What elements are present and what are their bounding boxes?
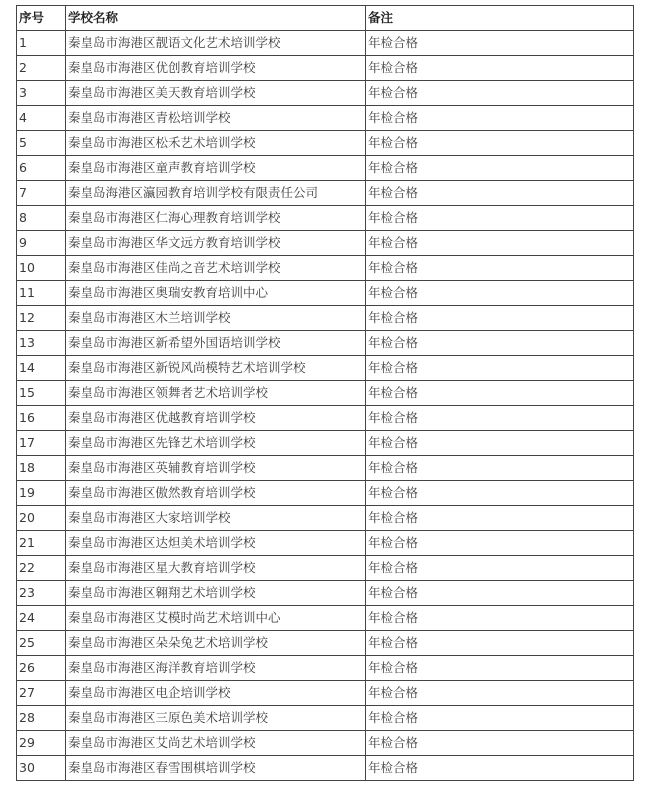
- remarks-cell: 年检合格: [366, 331, 634, 356]
- serial-number-cell: 1: [17, 31, 66, 56]
- school-name-cell: 秦皇岛市海港区翱翔艺术培训学校: [66, 581, 366, 606]
- serial-number-cell: 16: [17, 406, 66, 431]
- table-row: [17, 456, 634, 481]
- remarks-cell: 年检合格: [366, 406, 634, 431]
- school-name-cell: 秦皇岛市海港区美天教育培训学校: [66, 81, 366, 106]
- remarks-cell: 年检合格: [366, 181, 634, 206]
- school-name-cell: 秦皇岛市海港区新希望外国语培训学校: [66, 331, 366, 356]
- serial-number-cell: 13: [17, 331, 66, 356]
- table-row: [17, 331, 634, 356]
- table-row: [17, 756, 634, 781]
- serial-number-cell: 6: [17, 156, 66, 181]
- header-row: [17, 6, 634, 31]
- remarks-cell: 年检合格: [366, 381, 634, 406]
- remarks-cell: 年检合格: [366, 731, 634, 756]
- table-row: [17, 56, 634, 81]
- table-row: [17, 656, 634, 681]
- school-name-cell: 秦皇岛市海港区靓语文化艺术培训学校: [66, 31, 366, 56]
- remarks-cell: 年检合格: [366, 281, 634, 306]
- remarks-cell: 年检合格: [366, 756, 634, 781]
- remarks-cell: 年检合格: [366, 531, 634, 556]
- serial-number-cell: 19: [17, 481, 66, 506]
- serial-number-cell: 25: [17, 631, 66, 656]
- school-name-cell: 秦皇岛市海港区松禾艺术培训学校: [66, 131, 366, 156]
- table-header: [17, 6, 634, 31]
- school-name-cell: 秦皇岛市海港区童声教育培训学校: [66, 156, 366, 181]
- remarks-cell: 年检合格: [366, 31, 634, 56]
- table-row: [17, 256, 634, 281]
- school-name-cell: 秦皇岛市海港区新锐风尚模特艺术培训学校: [66, 356, 366, 381]
- school-name-cell: 秦皇岛市海港区青松培训学校: [66, 106, 366, 131]
- school-name-cell: 秦皇岛市海港区朵朵兔艺术培训学校: [66, 631, 366, 656]
- school-name-cell: 秦皇岛市海港区艾尚艺术培训学校: [66, 731, 366, 756]
- remarks-cell: 年检合格: [366, 606, 634, 631]
- serial-number-cell: 11: [17, 281, 66, 306]
- table-row: [17, 556, 634, 581]
- school-name-cell: 秦皇岛市海港区傲然教育培训学校: [66, 481, 366, 506]
- school-name-cell: 秦皇岛市海港区三原色美术培训学校: [66, 706, 366, 731]
- table-row: [17, 131, 634, 156]
- table-row: [17, 406, 634, 431]
- table-row: [17, 356, 634, 381]
- school-name-cell: 秦皇岛市海港区艾模时尚艺术培训中心: [66, 606, 366, 631]
- remarks-cell: 年检合格: [366, 206, 634, 231]
- remarks-cell: 年检合格: [366, 231, 634, 256]
- serial-number-cell: 14: [17, 356, 66, 381]
- remarks-cell: 年检合格: [366, 556, 634, 581]
- header-serial-number: 序号: [17, 6, 66, 31]
- table-row: [17, 106, 634, 131]
- serial-number-cell: 22: [17, 556, 66, 581]
- remarks-cell: 年检合格: [366, 706, 634, 731]
- table-row: [17, 81, 634, 106]
- remarks-cell: 年检合格: [366, 631, 634, 656]
- remarks-cell: 年检合格: [366, 506, 634, 531]
- table-row: [17, 481, 634, 506]
- serial-number-cell: 18: [17, 456, 66, 481]
- remarks-cell: 年检合格: [366, 581, 634, 606]
- school-name-cell: 秦皇岛市海港区奥瑞安教育培训中心: [66, 281, 366, 306]
- serial-number-cell: 28: [17, 706, 66, 731]
- remarks-cell: 年检合格: [366, 81, 634, 106]
- school-name-cell: 秦皇岛市海港区华文远方教育培训学校: [66, 231, 366, 256]
- school-inspection-table: [16, 5, 634, 781]
- serial-number-cell: 7: [17, 181, 66, 206]
- serial-number-cell: 5: [17, 131, 66, 156]
- serial-number-cell: 2: [17, 56, 66, 81]
- serial-number-cell: 4: [17, 106, 66, 131]
- school-name-cell: 秦皇岛市海港区电企培训学校: [66, 681, 366, 706]
- school-name-cell: 秦皇岛市海港区领舞者艺术培训学校: [66, 381, 366, 406]
- table-row: [17, 31, 634, 56]
- school-name-cell: 秦皇岛市海港区优创教育培训学校: [66, 56, 366, 81]
- header-school-name: 学校名称: [66, 6, 366, 31]
- school-name-cell: 秦皇岛市海港区木兰培训学校: [66, 306, 366, 331]
- serial-number-cell: 27: [17, 681, 66, 706]
- serial-number-cell: 21: [17, 531, 66, 556]
- serial-number-cell: 10: [17, 256, 66, 281]
- school-name-cell: 秦皇岛市海港区海洋教育培训学校: [66, 656, 366, 681]
- table-row: [17, 381, 634, 406]
- serial-number-cell: 29: [17, 731, 66, 756]
- remarks-cell: 年检合格: [366, 306, 634, 331]
- school-name-cell: 秦皇岛市海港区佳尚之音艺术培训学校: [66, 256, 366, 281]
- remarks-cell: 年检合格: [366, 56, 634, 81]
- school-name-cell: 秦皇岛市海港区星大教育培训学校: [66, 556, 366, 581]
- remarks-cell: 年检合格: [366, 106, 634, 131]
- table-body: [17, 31, 634, 781]
- remarks-cell: 年检合格: [366, 356, 634, 381]
- table-row: [17, 231, 634, 256]
- table-row: [17, 281, 634, 306]
- table-row: [17, 431, 634, 456]
- school-name-cell: 秦皇岛市海港区优越教育培训学校: [66, 406, 366, 431]
- remarks-cell: 年检合格: [366, 481, 634, 506]
- table-row: [17, 581, 634, 606]
- table-row: [17, 206, 634, 231]
- serial-number-cell: 8: [17, 206, 66, 231]
- table-row: [17, 156, 634, 181]
- serial-number-cell: 17: [17, 431, 66, 456]
- serial-number-cell: 15: [17, 381, 66, 406]
- remarks-cell: 年检合格: [366, 681, 634, 706]
- remarks-cell: 年检合格: [366, 431, 634, 456]
- table-row: [17, 181, 634, 206]
- serial-number-cell: 12: [17, 306, 66, 331]
- header-remarks: 备注: [366, 6, 634, 31]
- serial-number-cell: 20: [17, 506, 66, 531]
- serial-number-cell: 23: [17, 581, 66, 606]
- table-row: [17, 731, 634, 756]
- serial-number-cell: 24: [17, 606, 66, 631]
- remarks-cell: 年检合格: [366, 656, 634, 681]
- school-name-cell: 秦皇岛市海港区大家培训学校: [66, 506, 366, 531]
- table-row: [17, 631, 634, 656]
- table-row: [17, 531, 634, 556]
- table-row: [17, 681, 634, 706]
- table-row: [17, 306, 634, 331]
- serial-number-cell: 3: [17, 81, 66, 106]
- school-name-cell: 秦皇岛市海港区春雪围棋培训学校: [66, 756, 366, 781]
- table-row: [17, 706, 634, 731]
- remarks-cell: 年检合格: [366, 131, 634, 156]
- remarks-cell: 年检合格: [366, 256, 634, 281]
- table-row: [17, 606, 634, 631]
- school-name-cell: 秦皇岛市海港区仁海心理教育培训学校: [66, 206, 366, 231]
- serial-number-cell: 26: [17, 656, 66, 681]
- school-name-cell: 秦皇岛市海港区达炟美术培训学校: [66, 531, 366, 556]
- remarks-cell: 年检合格: [366, 456, 634, 481]
- remarks-cell: 年检合格: [366, 156, 634, 181]
- serial-number-cell: 30: [17, 756, 66, 781]
- school-name-cell: 秦皇岛市海港区先锋艺术培训学校: [66, 431, 366, 456]
- school-name-cell: 秦皇岛市海港区英辅教育培训学校: [66, 456, 366, 481]
- table-row: [17, 506, 634, 531]
- school-name-cell: 秦皇岛海港区瀛园教育培训学校有限责任公司: [66, 181, 366, 206]
- serial-number-cell: 9: [17, 231, 66, 256]
